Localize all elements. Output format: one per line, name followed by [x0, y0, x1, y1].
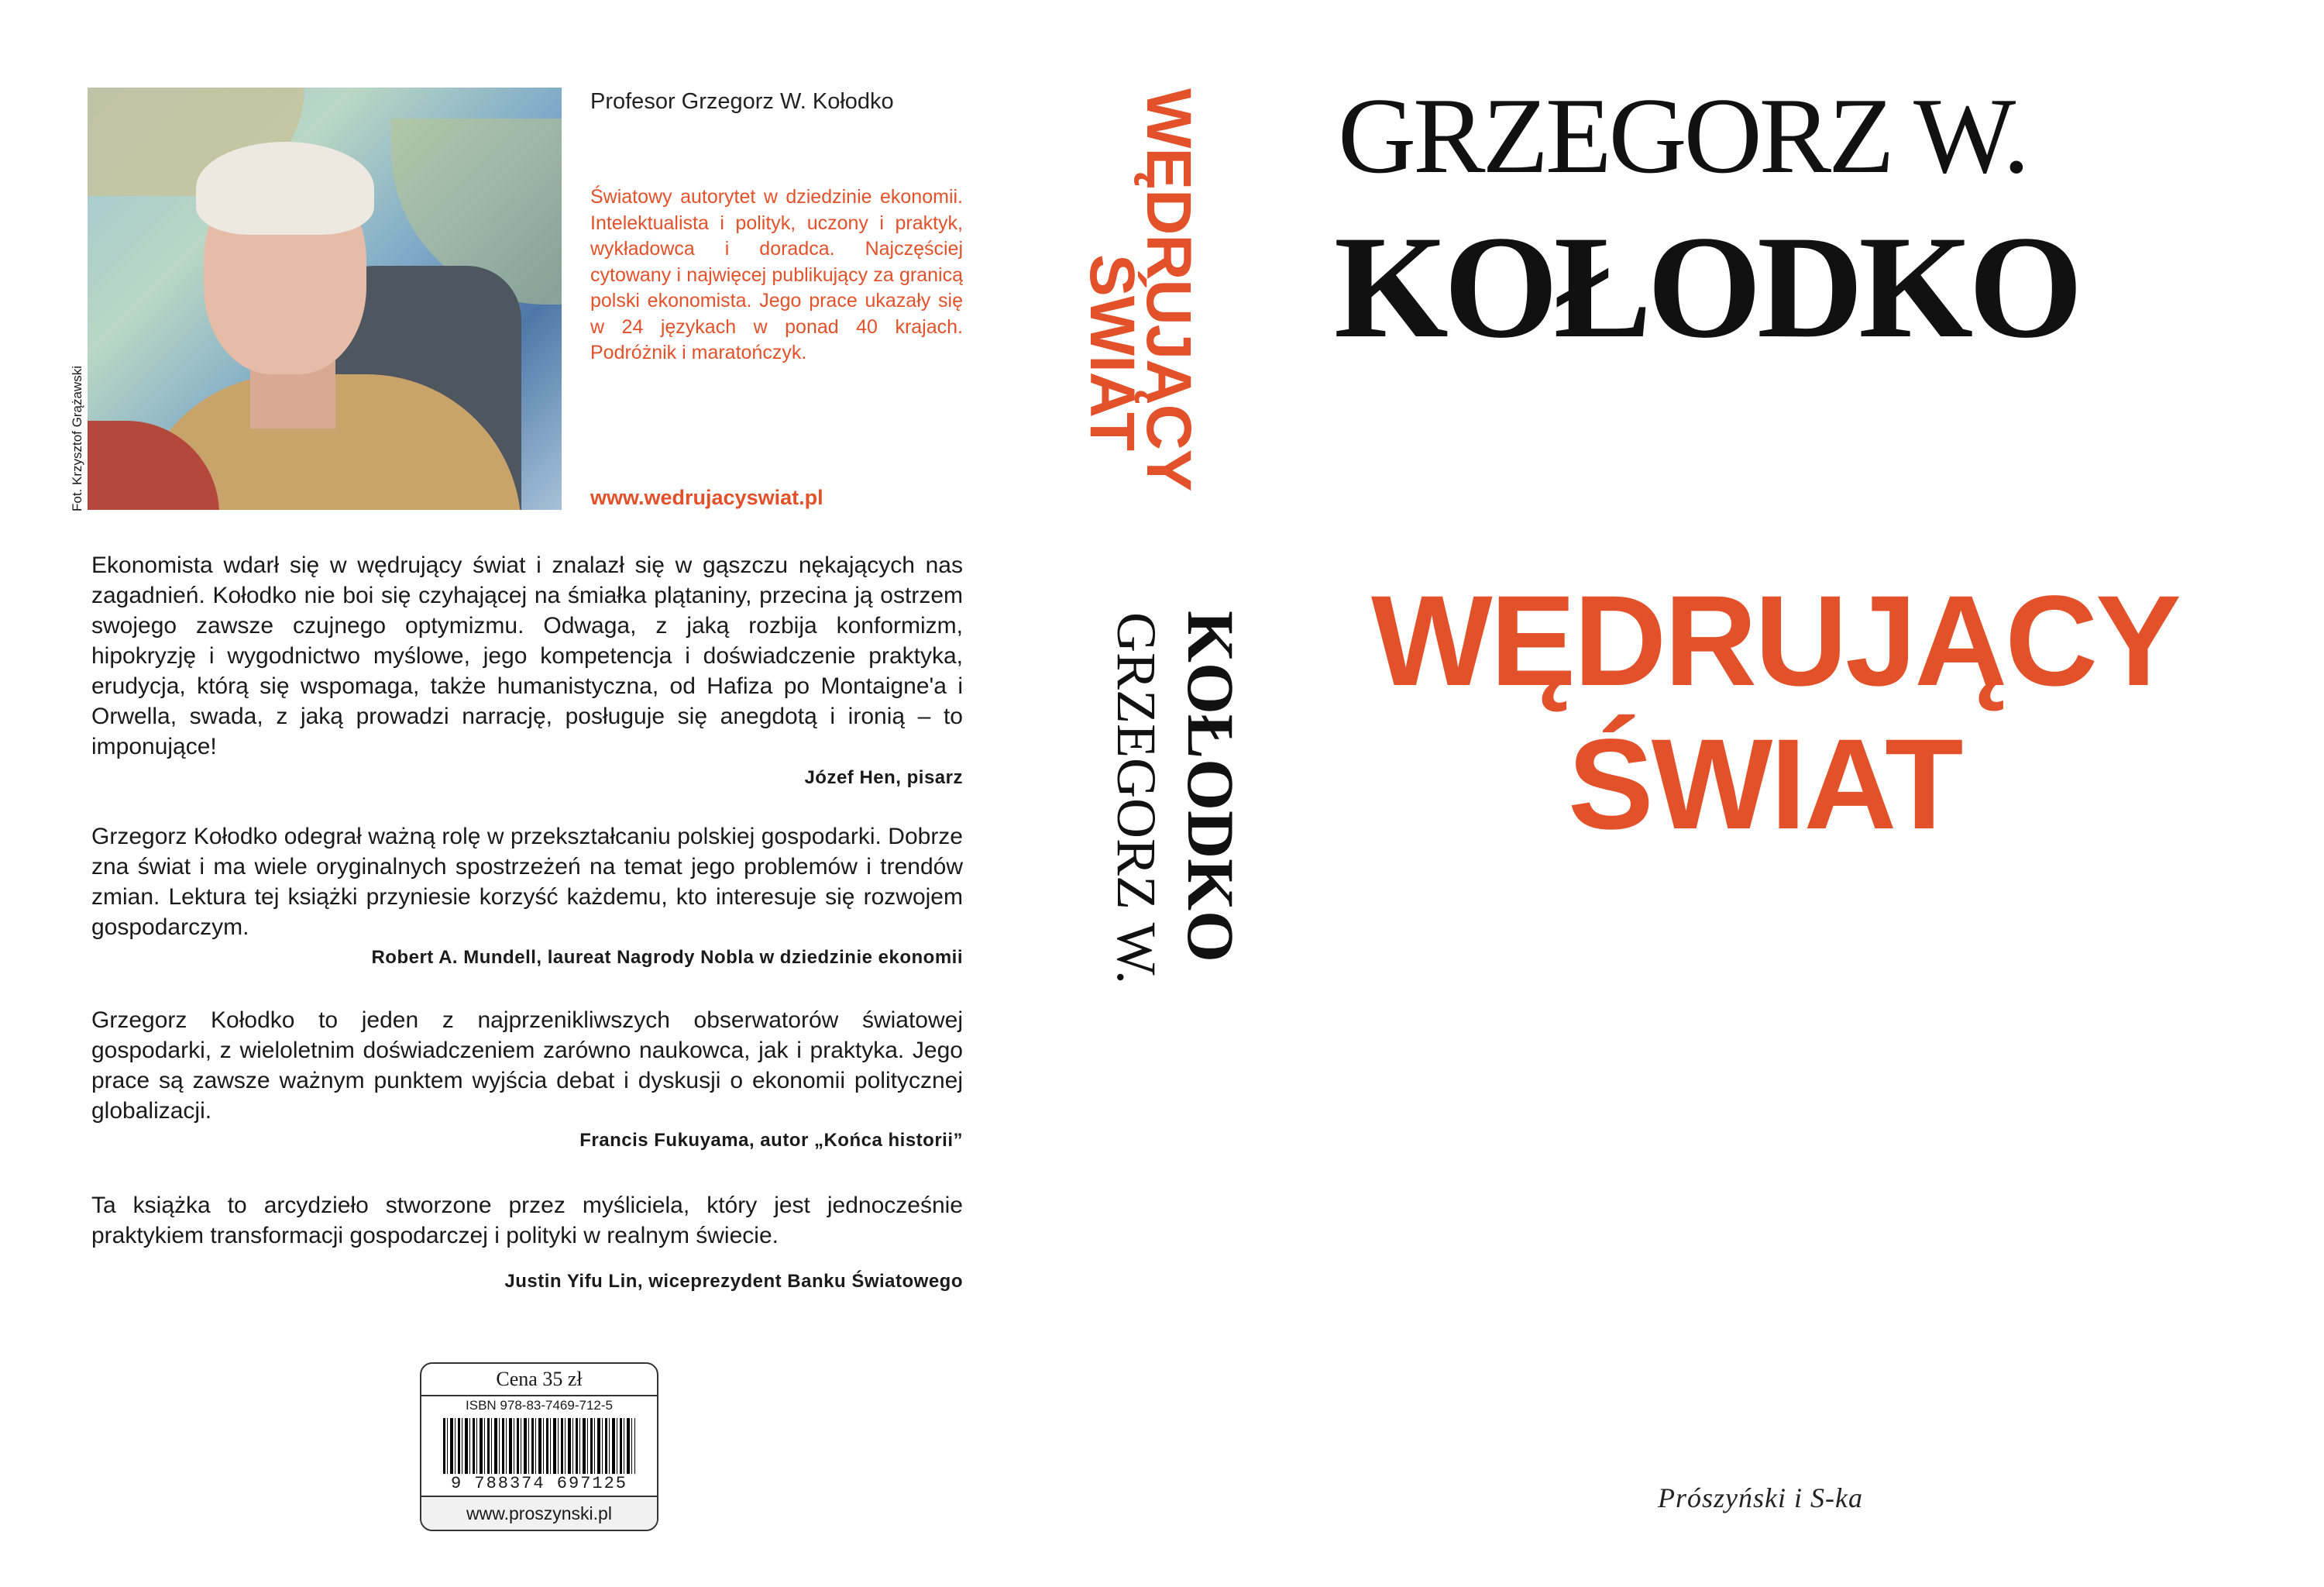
- quote-author: Justin Yifu Lin, wiceprezydent Banku Światowego: [504, 1271, 963, 1292]
- author-bio: Światowy autorytet w dziedzinie ekonomii. Intelektualista i polityk, uczony i praktyk, wykładowca i doradca. Najczęściej cytowany i najwięcej publikujący za granicą polski ekonomista. Jego prace ukazały się w 24 językach w ponad 40 krajach. Podróżnik i maratończyk.: [590, 186, 963, 363]
- photo-credit: Fot. Krzysztof Grążawski: [70, 366, 84, 511]
- front-author-first: GRZEGORZ W.: [1338, 76, 2027, 196]
- price-label: Cena 35 zł: [421, 1364, 657, 1396]
- quote-author: Robert A. Mundell, laureat Nagrody Nobla w dziedzinie ekonomii: [371, 947, 963, 968]
- author-photo: [88, 88, 562, 510]
- spine-author-last: KOŁODKO: [1174, 611, 1248, 962]
- front-title-line2: ŚWIAT: [1568, 713, 1961, 856]
- quote-text: Ta książka to arcydzieło stworzone przez myśliciela, który jest jednocześnie praktykiem transformacji gospodarczej i polityki w realnym świecie.: [91, 1193, 963, 1248]
- price-barcode-box: [420, 1362, 658, 1531]
- front-title-line1: WĘDRUJĄCY: [1371, 570, 2179, 713]
- quote-text: Ekonomista wdarł się w wędrujący świat i znalazł się w gąszczu nękających nas zagadnień. Kołodko nie boi się czyhającej na śmiałka plątaniny, przecina ją ostrzem swojego zawsze czujnego optymizmu. Odwaga, z jaką rozbija konformizm, hipokryzję i wygodnictwo myślowe, jego kompetencja i doświadczenie praktyka, erudycja, którą się wspomaga, także humanistyczna, od Hafiza po Montaigne'a i Orwella, swada, z jaką prowadzi narrację, posługuje się anegdotą i ironią – to imponujące!: [91, 553, 963, 759]
- quote-author: Józef Hen, pisarz: [804, 767, 963, 788]
- barcode-icon: [443, 1418, 635, 1474]
- quote-author: Francis Fukuyama, autor „Końca historii”: [579, 1130, 963, 1151]
- quote-text: Grzegorz Kołodko to jeden z najprzenikliwszych obserwatorów światowej gospodarki, z wieloletnim doświadczeniem zarówno naukowca, jak i praktyka. Jego prace są zawsze ważnym punktem wyjścia debat i dyskusji o ekonomii politycznej globalizacji.: [91, 1007, 963, 1124]
- spine-title-line2: ŚWIAT: [1077, 254, 1147, 451]
- publisher-url[interactable]: www.proszynski.pl: [421, 1496, 657, 1531]
- spine-author-first: GRZEGORZ W.: [1105, 612, 1167, 985]
- isbn-label: ISBN 978-83-7469-712-5: [466, 1398, 613, 1413]
- publisher-logo: Prószyński i S-ka: [1658, 1482, 1863, 1513]
- author-heading: Profesor Grzegorz W. Kołodko: [590, 89, 894, 114]
- barcode-digits: 9 788374 697125: [450, 1474, 628, 1493]
- front-author-last: KOŁODKO: [1334, 206, 2078, 369]
- spine-title-line1: WĘDRUJĄCY: [1133, 88, 1204, 491]
- website-link[interactable]: www.wedrujacyswiat.pl: [590, 486, 823, 509]
- quote-text: Grzegorz Kołodko odegrał ważną rolę w przekształcaniu polskiej gospodarki. Dobrze zna świat i ma wiele oryginalnych spostrzeżeń na temat jego problemów i trendów zmian. Lektura tej książki przyniesie korzyść każdemu, kto interesuje się rozwojem gospodarczym.: [91, 824, 963, 940]
